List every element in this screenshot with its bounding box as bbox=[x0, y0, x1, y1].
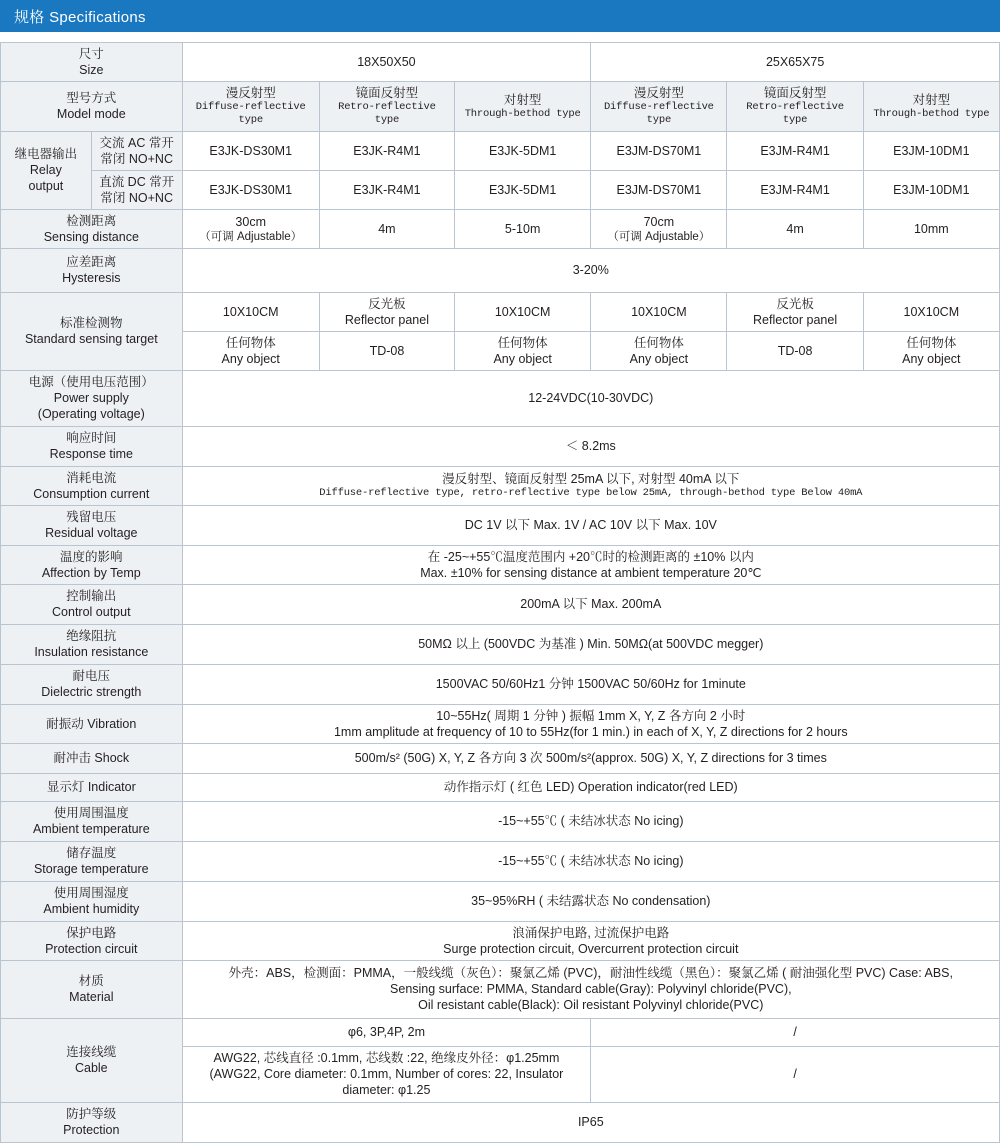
table-row-affection-temp bbox=[1, 545, 1000, 584]
table-row-storage-temperature bbox=[1, 841, 1000, 881]
relay-ac-value-4: E3JM-DS70M1 bbox=[591, 131, 727, 170]
standard-target-r2-c4: 任何物体 Any object bbox=[591, 331, 727, 370]
specifications-table bbox=[0, 42, 1000, 1143]
table-row-dielectric-strength bbox=[1, 664, 1000, 704]
relay-dc-value-4: E3JM-DS70M1 bbox=[591, 170, 727, 209]
table-row-relay-ac bbox=[1, 131, 1000, 170]
table-row-cable-1 bbox=[1, 1018, 1000, 1046]
table-row-consumption-current bbox=[1, 466, 1000, 505]
standard-target-r2-c1: 任何物体 Any object bbox=[182, 331, 319, 370]
row-label-indicator: 显示灯 Indicator bbox=[1, 773, 183, 801]
sensing-distance-5: 4m bbox=[727, 209, 863, 248]
table-row-size bbox=[1, 43, 1000, 82]
table-row-control-output bbox=[1, 584, 1000, 624]
sensing-distance-4: 70cm （可调 Adjustable） bbox=[591, 209, 727, 248]
relay-dc-value-1: E3JK-DS30M1 bbox=[182, 170, 319, 209]
row-label-vibration: 耐振动 Vibration bbox=[1, 704, 183, 743]
table-row-vibration bbox=[1, 704, 1000, 743]
row-label-consumption-current: 消耗电流 Consumption current bbox=[1, 466, 183, 505]
row-label-power-supply: 电源（使用电压范围） Power supply (Operating voltage) bbox=[1, 370, 183, 426]
row-label-storage-temperature: 储存温度 Storage temperature bbox=[1, 841, 183, 881]
row-label-affection-temp: 温度的影响 Affection by Temp bbox=[1, 545, 183, 584]
table-row-power-supply bbox=[1, 370, 1000, 426]
protection-value: IP65 bbox=[182, 1102, 999, 1142]
insulation-resistance-value: 50MΩ 以上 (500VDC 为基准 ) Min. 50MΩ(at 500VDC megger) bbox=[182, 624, 999, 664]
sensing-distance-6: 10mm bbox=[863, 209, 999, 248]
relay-dc-value-3: E3JK-5DM1 bbox=[455, 170, 591, 209]
affection-temp-value: 在 -25~+55℃温度范围内 +20℃时的检测距离的 ±10% 以内 Max. ±10% for sensing distance at ambient temperature 20℃ bbox=[182, 545, 999, 584]
row-label-sensing-distance: 检测距离 Sensing distance bbox=[1, 209, 183, 248]
vibration-value: 10~55Hz( 周期 1 分钟 ) 振幅 1mm X, Y, Z 各方向 2 小时 1mm amplitude at frequency of 10 to 55Hz(for 1 min.) in each of X, Y, Z directions for 2 hours bbox=[182, 704, 999, 743]
sensing-distance-2: 4m bbox=[319, 209, 454, 248]
size-group2-value: 25X65X75 bbox=[591, 43, 1000, 82]
cable-row1-right: / bbox=[591, 1018, 1000, 1046]
hysteresis-value: 3-20% bbox=[182, 248, 999, 292]
table-row-model-mode bbox=[1, 82, 1000, 132]
model-mode-6: 对射型 Through-bethod type bbox=[863, 82, 999, 132]
control-output-value: 200mA 以下 Max. 200mA bbox=[182, 584, 999, 624]
ambient-temperature-value: -15~+55℃ ( 未结冰状态 No icing) bbox=[182, 801, 999, 841]
row-label-relay-dc: 直流 DC 常开 常闭 NO+NC bbox=[91, 170, 182, 209]
row-label-ambient-temperature: 使用周围温度 Ambient temperature bbox=[1, 801, 183, 841]
shock-value: 500m/s² (50G) X, Y, Z 各方向 3 次 500m/s²(approx. 50G) X, Y, Z directions for 3 times bbox=[182, 743, 999, 773]
relay-ac-value-5: E3JM-R4M1 bbox=[727, 131, 863, 170]
table-row-hysteresis bbox=[1, 248, 1000, 292]
material-value: 外壳：ABS，检测面：PMMA，一般线缆（灰色）：聚氯乙烯 (PVC)，耐油性线缆（黑色）：聚氯乙烯 ( 耐油强化型 PVC) Case: ABS, Sensing surface: PMMA, Standard cable(Gray): Polyvinyl chloride(PVC), Oil resistant cable(Black): Oil resistant Polyvinyl chloride(PVC) bbox=[182, 960, 999, 1018]
table-row-relay-dc bbox=[1, 170, 1000, 209]
row-label-size: 尺寸 Size bbox=[1, 43, 183, 82]
size-group1-value: 18X50X50 bbox=[182, 43, 591, 82]
row-label-model-mode: 型号方式 Model mode bbox=[1, 82, 183, 132]
row-label-shock: 耐冲击 Shock bbox=[1, 743, 183, 773]
sensing-distance-3: 5-10m bbox=[455, 209, 591, 248]
table-row-shock bbox=[1, 743, 1000, 773]
table-row-response-time bbox=[1, 426, 1000, 466]
relay-ac-value-3: E3JK-5DM1 bbox=[455, 131, 591, 170]
row-label-residual-voltage: 残留电压 Residual voltage bbox=[1, 505, 183, 545]
dielectric-strength-value: 1500VAC 50/60Hz1 分钟 1500VAC 50/60Hz for 1minute bbox=[182, 664, 999, 704]
standard-target-r1-c3: 10X10CM bbox=[455, 292, 591, 331]
row-label-control-output: 控制输出 Control output bbox=[1, 584, 183, 624]
relay-dc-value-5: E3JM-R4M1 bbox=[727, 170, 863, 209]
relay-ac-value-1: E3JK-DS30M1 bbox=[182, 131, 319, 170]
row-label-cable: 连接线缆 Cable bbox=[1, 1018, 183, 1102]
model-mode-5: 镜面反射型 Retro-reflective type bbox=[727, 82, 863, 132]
table-row-insulation-resistance bbox=[1, 624, 1000, 664]
table-row-residual-voltage bbox=[1, 505, 1000, 545]
standard-target-r1-c1: 10X10CM bbox=[182, 292, 319, 331]
relay-ac-value-6: E3JM-10DM1 bbox=[863, 131, 999, 170]
standard-target-r1-c5: 反光板 Reflector panel bbox=[727, 292, 863, 331]
consumption-current-value: 漫反射型、镜面反射型 25mA 以下, 对射型 40mA 以下 Diffuse-reflective type, retro-reflective type below 25mA, through-bethod type Below 40mA bbox=[182, 466, 999, 505]
table-row-indicator bbox=[1, 773, 1000, 801]
row-label-protection: 防护等级 Protection bbox=[1, 1102, 183, 1142]
table-row-ambient-humidity bbox=[1, 881, 1000, 921]
sensing-distance-1: 30cm （可调 Adjustable） bbox=[182, 209, 319, 248]
relay-dc-value-2: E3JK-R4M1 bbox=[319, 170, 454, 209]
row-label-protection-circuit: 保护电路 Protection circuit bbox=[1, 921, 183, 960]
standard-target-r2-c2: TD-08 bbox=[319, 331, 454, 370]
row-label-material: 材质 Material bbox=[1, 960, 183, 1018]
cable-row2-left: AWG22, 芯线直径 :0.1mm, 芯线数 :22, 绝缘皮外径：φ1.25mm (AWG22, Core diameter: 0.1mm, Number of cores: 22, Insulator diameter: φ1.25 bbox=[182, 1046, 591, 1102]
row-label-insulation-resistance: 绝缘阻抗 Insulation resistance bbox=[1, 624, 183, 664]
row-label-relay-ac: 交流 AC 常开 常闭 NO+NC bbox=[91, 131, 182, 170]
relay-dc-value-6: E3JM-10DM1 bbox=[863, 170, 999, 209]
model-mode-4: 漫反射型 Diffuse-reflective type bbox=[591, 82, 727, 132]
standard-target-r1-c4: 10X10CM bbox=[591, 292, 727, 331]
model-mode-1: 漫反射型 Diffuse-reflective type bbox=[182, 82, 319, 132]
row-label-relay-output: 继电器输出 Relay output bbox=[1, 131, 92, 209]
page-header bbox=[0, 0, 1000, 32]
row-label-standard-target: 标准检测物 Standard sensing target bbox=[1, 292, 183, 370]
table-row-material bbox=[1, 960, 1000, 1018]
row-label-dielectric-strength: 耐电压 Dielectric strength bbox=[1, 664, 183, 704]
relay-ac-value-2: E3JK-R4M1 bbox=[319, 131, 454, 170]
row-label-response-time: 响应时间 Response time bbox=[1, 426, 183, 466]
cable-row2-right: / bbox=[591, 1046, 1000, 1102]
table-row-ambient-temperature bbox=[1, 801, 1000, 841]
residual-voltage-value: DC 1V 以下 Max. 1V / AC 10V 以下 Max. 10V bbox=[182, 505, 999, 545]
table-row-protection bbox=[1, 1102, 1000, 1142]
cable-row1-left: φ6, 3P,4P, 2m bbox=[182, 1018, 591, 1046]
standard-target-r1-c2: 反光板 Reflector panel bbox=[319, 292, 454, 331]
row-label-hysteresis: 应差距离 Hysteresis bbox=[1, 248, 183, 292]
table-row-protection-circuit bbox=[1, 921, 1000, 960]
standard-target-r1-c6: 10X10CM bbox=[863, 292, 999, 331]
model-mode-3: 对射型 Through-bethod type bbox=[455, 82, 591, 132]
row-label-ambient-humidity: 使用周围湿度 Ambient humidity bbox=[1, 881, 183, 921]
model-mode-2: 镜面反射型 Retro-reflective type bbox=[319, 82, 454, 132]
table-row-sensing-distance bbox=[1, 209, 1000, 248]
indicator-value: 动作指示灯 ( 红色 LED) Operation indicator(red LED) bbox=[182, 773, 999, 801]
storage-temperature-value: -15~+55℃ ( 未结冰状态 No icing) bbox=[182, 841, 999, 881]
standard-target-r2-c5: TD-08 bbox=[727, 331, 863, 370]
standard-target-r2-c3: 任何物体 Any object bbox=[455, 331, 591, 370]
power-supply-value: 12-24VDC(10-30VDC) bbox=[182, 370, 999, 426]
table-row-standard-target-1 bbox=[1, 292, 1000, 331]
page-title: 规格 Specifications bbox=[14, 8, 146, 26]
standard-target-r2-c6: 任何物体 Any object bbox=[863, 331, 999, 370]
response-time-value: ＜ 8.2ms bbox=[182, 426, 999, 466]
ambient-humidity-value: 35~95%RH ( 未结露状态 No condensation) bbox=[182, 881, 999, 921]
protection-circuit-value: 浪涌保护电路, 过流保护电路 Surge protection circuit, Overcurrent protection circuit bbox=[182, 921, 999, 960]
